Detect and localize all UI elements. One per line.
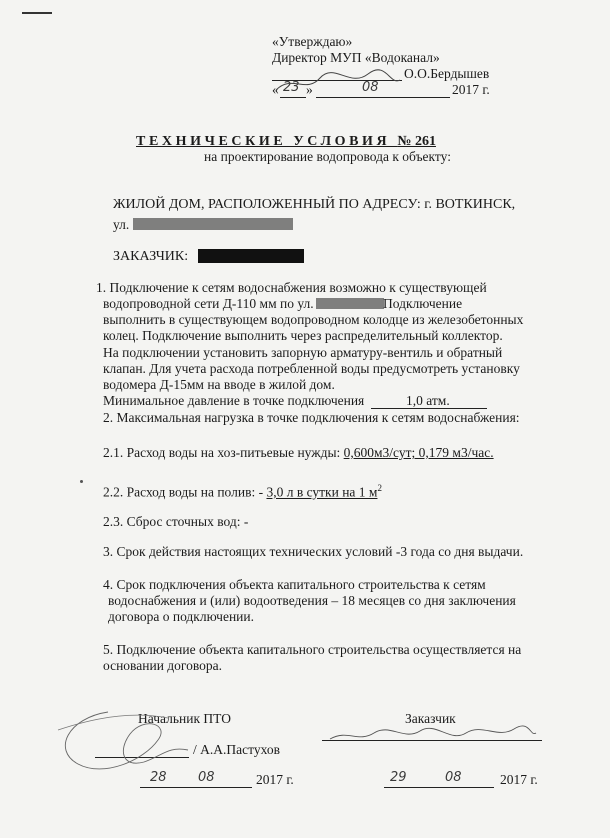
approval-signature	[272, 60, 402, 100]
approval-line2: Директор МУП «Водоканал»	[272, 50, 440, 65]
redacted-street	[316, 298, 384, 309]
item2-1	[103, 445, 494, 461]
item2-1-label: 2.1. Расход воды на хоз-питьевые нужды:	[103, 445, 344, 460]
item1-line7: водомера Д-15мм на вводе в жилой дом.	[103, 377, 335, 392]
approval-signer: О.О.Бердышев	[404, 66, 490, 81]
item2-2-superscript: 2	[377, 483, 382, 493]
item5-line1: 5. Подключение объекта капитального строительства осуществляется на	[103, 642, 522, 657]
object-line1: ЖИЛОЙ ДОМ, РАСПОЛОЖЕННЫЙ ПО АДРЕСУ: г. ВОТКИНСК,	[113, 197, 516, 212]
item1-line8-a: Минимальное давление в точке подключения	[103, 393, 365, 408]
redacted-address	[133, 218, 293, 230]
left-signature	[48, 690, 248, 790]
redacted-customer	[198, 249, 304, 263]
approval-date-day: 23	[283, 80, 300, 95]
item2-1-value: 0,600м3/сут; 0,179 м3/час.	[343, 445, 494, 460]
object-street-prefix: ул.	[113, 217, 130, 232]
item2-2	[103, 480, 382, 501]
item2-3: 2.3. Сброс сточных вод: -	[103, 514, 249, 529]
item3: 3. Срок действия настоящих технических условий -3 года со дня выдачи.	[103, 544, 524, 559]
item1-line2-b: Подключение	[383, 296, 463, 311]
item2-2-label: 2.2. Расход воды на полив: -	[103, 484, 267, 500]
right-role: Заказчик	[405, 711, 456, 726]
item1-line3: выполнить в существующем водопроводном колодце из железобетонных	[103, 312, 524, 327]
right-date-month: 08	[445, 770, 462, 785]
item1-pressure-value: 1,0 атм.	[406, 393, 450, 408]
left-name: / А.А.Пастухов	[193, 742, 280, 757]
left-date-day: 28	[150, 770, 167, 785]
right-date-day: 29	[390, 770, 407, 785]
item4-line1: 4. Срок подключения объекта капитального строительства к сетям	[103, 577, 486, 592]
title-number: № 261	[397, 134, 436, 149]
item1-line6: клапан. Для учета расхода потребленной воды предусмотреть установку	[103, 361, 520, 376]
right-signature	[328, 725, 538, 747]
scan-edge-mark	[22, 12, 52, 14]
item2-2-value: 3,0 л в сутки на 1 м	[266, 484, 378, 500]
approval-line1: «Утверждаю»	[272, 34, 353, 49]
item1-line1: 1. Подключение к сетям водоснабжения возможно к существующей	[96, 280, 487, 295]
approval-date-month: 08	[362, 80, 379, 95]
document-subtitle: на проектирование водопровода к объекту:	[204, 149, 451, 164]
document-title	[136, 133, 436, 150]
item5-line2: основании договора.	[103, 658, 223, 673]
item1-line4: колец. Подключение выполнить через распределительный коллектор.	[103, 328, 503, 343]
right-date-line	[384, 787, 494, 788]
approval-date-close: »	[306, 82, 313, 97]
left-role: Начальник ПТО	[138, 711, 231, 726]
scan-dot	[80, 480, 83, 483]
left-date-month: 08	[198, 770, 215, 785]
item1-line5: На подключении установить запорную арматуру-вентиль и обратный	[103, 345, 503, 360]
right-date-year: 2017 г.	[500, 772, 538, 787]
approval-date-year: 2017 г.	[452, 82, 490, 97]
approval-date-open: «	[272, 82, 279, 97]
item4-line3: договора о подключении.	[108, 609, 254, 624]
item1-line2-a: водопроводной сети Д-110 мм по ул.	[103, 296, 314, 311]
item4-line2: водоснабжения и (или) водоотведения – 18 месяцев со дня заключения	[108, 593, 516, 608]
left-date-year: 2017 г.	[256, 772, 294, 787]
title-main: ТЕХНИЧЕСКИЕ УСЛОВИЯ	[136, 134, 398, 149]
customer-label: ЗАКАЗЧИК:	[113, 249, 189, 264]
item2-heading: 2. Максимальная нагрузка в точке подключения к сетям водоснабжения:	[103, 410, 520, 425]
